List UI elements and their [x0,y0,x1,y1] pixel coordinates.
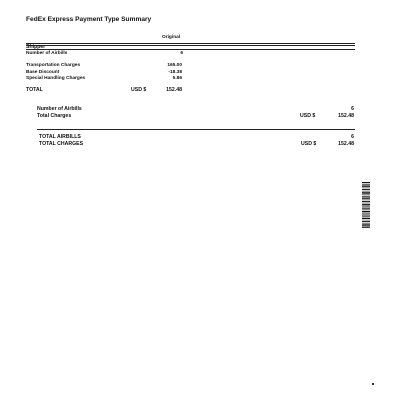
total-airbills-value: 6 [351,134,354,140]
base-discount-value: -18.38 [168,69,182,75]
transportation-charges-value: 165.00 [167,63,182,68]
column-header-original: Original [162,35,181,40]
shipper-total-currency: USD $ [131,87,147,93]
section-heading-shipper: Shipper [26,43,46,50]
summary-total-charges-value: 152.48 [338,112,354,119]
summary-airbills-value: 6 [351,106,354,112]
total-charges-label: TOTAL CHARGES [39,141,84,147]
grand-totals-rule [37,129,355,130]
total-charges-currency: USD $ [301,141,317,147]
shipper-total-value: 152.48 [166,87,182,93]
summary-total-charges-label: Total Charges [37,112,72,119]
transportation-charges-label: Transportation Charges [26,63,81,68]
shipper-airbills-value: 6 [180,51,183,56]
base-discount-label: Base Discount [26,69,60,75]
summary-airbills-label: Number of Airbills [37,106,82,112]
total-airbills-label: TOTAL AIRBILLS [39,134,81,140]
shipper-airbills-label: Number of Airbills [26,51,68,56]
summary-currency: USD $ [300,112,316,119]
header-rule-top [26,43,355,44]
page-mark [372,383,374,385]
special-handling-value: 5.86 [172,76,182,81]
total-charges-value: 152.48 [338,141,354,147]
section-rule [26,49,355,50]
special-handling-label: Special Handling Charges [26,76,86,81]
shipper-total-label: TOTAL [26,87,43,93]
page-title: FedEx Express Payment Type Summary [26,16,152,23]
header-rule-bottom [26,45,355,46]
barcode-icon [362,182,370,228]
